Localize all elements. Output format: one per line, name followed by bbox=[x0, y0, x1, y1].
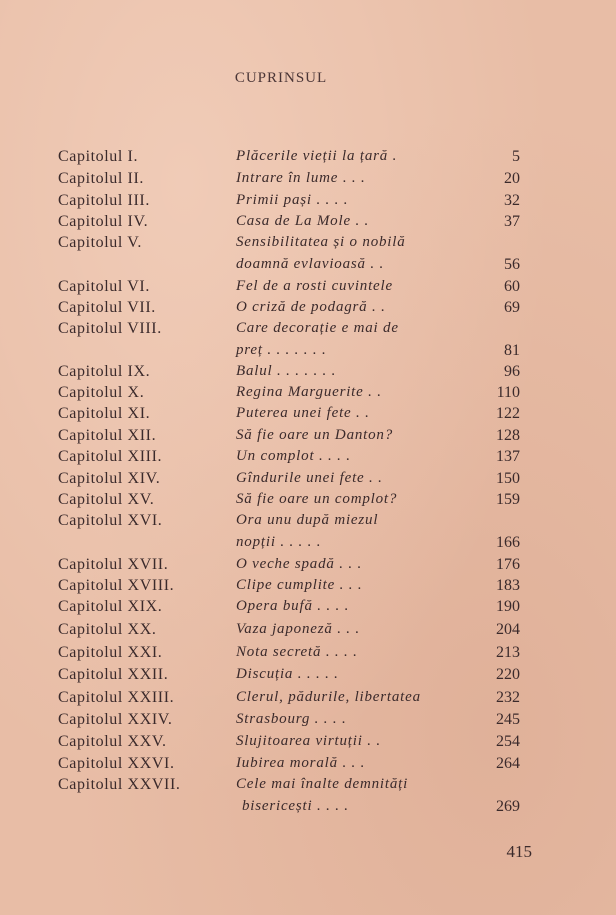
chapter-title: Balul . . . . . . . bbox=[236, 363, 337, 379]
page-ref: 20 bbox=[504, 170, 520, 187]
chapter-label: Capitolul III. bbox=[58, 192, 150, 209]
page-ref: 264 bbox=[496, 755, 520, 772]
toc-entry bbox=[0, 148, 616, 170]
chapter-title: Ora unu după miezul bbox=[236, 512, 379, 528]
toc-entry bbox=[0, 512, 616, 534]
toc-entry bbox=[0, 733, 616, 755]
toc-entry bbox=[0, 405, 616, 427]
chapter-title: Regina Marguerite . . bbox=[236, 384, 382, 400]
page-ref: 69 bbox=[504, 299, 520, 316]
page-ref: 122 bbox=[496, 405, 520, 422]
toc-entry bbox=[0, 644, 616, 666]
page-title: CUPRINSUL bbox=[234, 70, 328, 86]
chapter-label: Capitolul XIX. bbox=[58, 598, 163, 615]
chapter-title: Fel de a rosti cuvintele bbox=[236, 278, 393, 294]
toc-entry bbox=[0, 192, 616, 214]
toc-entry bbox=[0, 299, 616, 321]
chapter-label: Capitolul VI. bbox=[58, 278, 150, 295]
page-ref: 220 bbox=[496, 666, 520, 683]
toc-entry-continued bbox=[0, 798, 616, 820]
chapter-title: Plăcerile vieții la țară . bbox=[236, 148, 398, 164]
toc-entry-continued bbox=[0, 534, 616, 556]
chapter-title: Gîndurile unei fete . . bbox=[236, 470, 383, 486]
page-ref: 60 bbox=[504, 278, 520, 295]
toc-entry bbox=[0, 320, 616, 342]
chapter-title: Care decorație e mai de bbox=[236, 320, 399, 336]
page-ref: 32 bbox=[504, 192, 520, 209]
chapter-label: Capitolul XXIII. bbox=[58, 689, 175, 706]
toc-entry bbox=[0, 470, 616, 492]
page-ref: 269 bbox=[496, 798, 520, 815]
chapter-title: Puterea unei fete . . bbox=[236, 405, 370, 421]
chapter-label: Capitolul IV. bbox=[58, 213, 149, 230]
toc-entry bbox=[0, 689, 616, 711]
chapter-title-line2: doamnă evlavioasă . . bbox=[236, 256, 385, 272]
chapter-title: Casa de La Mole . . bbox=[236, 213, 370, 229]
page-ref: 96 bbox=[504, 363, 520, 380]
chapter-label: Capitolul I. bbox=[58, 148, 139, 165]
chapter-label: Capitolul IX. bbox=[58, 363, 151, 380]
chapter-label: Capitolul XXII. bbox=[58, 666, 169, 683]
chapter-title: Discuția . . . . . bbox=[236, 666, 339, 682]
toc-entry bbox=[0, 234, 616, 256]
chapter-title: Sensibilitatea și o nobilă bbox=[236, 234, 406, 250]
chapter-label: Capitolul XXVII. bbox=[58, 776, 181, 793]
chapter-title: Clerul, pădurile, libertatea bbox=[236, 689, 421, 705]
page-ref: 5 bbox=[512, 148, 520, 165]
page-ref: 159 bbox=[496, 491, 520, 508]
chapter-label: Capitolul XXVI. bbox=[58, 755, 175, 772]
chapter-label: Capitolul XIII. bbox=[58, 448, 163, 465]
chapter-title: Intrare în lume . . . bbox=[236, 170, 366, 186]
chapter-title: Să fie oare un complot? bbox=[236, 491, 398, 507]
chapter-title-line2: bisericești . . . . bbox=[242, 798, 349, 814]
chapter-label: Capitolul XVIII. bbox=[58, 577, 175, 594]
chapter-title: Să fie oare un Danton? bbox=[236, 427, 394, 443]
chapter-title: Nota secretă . . . . bbox=[236, 644, 358, 660]
toc-entry bbox=[0, 448, 616, 470]
page-ref: 245 bbox=[496, 711, 520, 728]
toc-entry bbox=[0, 755, 616, 777]
chapter-title: Un complot . . . . bbox=[236, 448, 351, 464]
chapter-label: Capitolul XIV. bbox=[58, 470, 161, 487]
chapter-title: Clipe cumplite . . . bbox=[236, 577, 363, 593]
page-ref: 166 bbox=[496, 534, 520, 551]
chapter-title: Cele mai înalte demnități bbox=[236, 776, 409, 792]
chapter-title-line2: nopții . . . . . bbox=[236, 534, 322, 550]
toc-entry bbox=[0, 278, 616, 300]
toc-entry bbox=[0, 621, 616, 643]
chapter-label: Capitolul X. bbox=[58, 384, 145, 401]
chapter-label: Capitolul XI. bbox=[58, 405, 151, 422]
chapter-label: Capitolul XXI. bbox=[58, 644, 163, 661]
toc-entry bbox=[0, 491, 616, 513]
page-ref: 232 bbox=[496, 689, 520, 706]
page-ref: 190 bbox=[496, 598, 520, 615]
chapter-label: Capitolul VIII. bbox=[58, 320, 162, 337]
page-ref: 81 bbox=[504, 342, 520, 359]
page-ref: 204 bbox=[496, 621, 520, 638]
toc-entry bbox=[0, 666, 616, 688]
toc-entry bbox=[0, 170, 616, 192]
toc-entry bbox=[0, 598, 616, 620]
page-ref: 37 bbox=[504, 213, 520, 230]
chapter-label: Capitolul XII. bbox=[58, 427, 157, 444]
page-ref: 128 bbox=[496, 427, 520, 444]
page-ref: 254 bbox=[496, 733, 520, 750]
page-ref: 176 bbox=[496, 556, 520, 573]
chapter-title: Iubirea morală . . . bbox=[236, 755, 366, 771]
chapter-title: Primii pași . . . . bbox=[236, 192, 349, 208]
page-ref: 213 bbox=[496, 644, 520, 661]
toc-entry bbox=[0, 577, 616, 599]
chapter-title: O criză de podagră . . bbox=[236, 299, 386, 315]
chapter-label: Capitolul XVI. bbox=[58, 512, 163, 529]
toc-entry bbox=[0, 427, 616, 449]
toc-entry-continued bbox=[0, 256, 616, 278]
toc-entry bbox=[0, 384, 616, 406]
toc-entry bbox=[0, 776, 616, 798]
chapter-title: Slujitoarea virtuții . . bbox=[236, 733, 381, 749]
chapter-title: Strasbourg . . . . bbox=[236, 711, 347, 727]
chapter-label: Capitolul XVII. bbox=[58, 556, 169, 573]
chapter-label: Capitolul XXV. bbox=[58, 733, 167, 750]
chapter-title: O veche spadă . . . bbox=[236, 556, 363, 572]
chapter-title-line2: preț . . . . . . . bbox=[236, 342, 327, 358]
chapter-title: Vaza japoneză . . . bbox=[236, 621, 360, 637]
chapter-label: Capitolul XX. bbox=[58, 621, 157, 638]
toc-entry bbox=[0, 363, 616, 385]
chapter-label: Capitolul VII. bbox=[58, 299, 156, 316]
chapter-label: Capitolul II. bbox=[58, 170, 145, 187]
chapter-label: Capitolul XXIV. bbox=[58, 711, 173, 728]
toc-entry bbox=[0, 556, 616, 578]
page-ref: 150 bbox=[496, 470, 520, 487]
page-ref: 56 bbox=[504, 256, 520, 273]
page-ref: 110 bbox=[496, 384, 520, 401]
chapter-label: Capitolul V. bbox=[58, 234, 142, 251]
page-number: 415 bbox=[506, 842, 532, 861]
chapter-title: Opera bufă . . . . bbox=[236, 598, 350, 614]
page-ref: 183 bbox=[496, 577, 520, 594]
toc-entry bbox=[0, 213, 616, 235]
page-ref: 137 bbox=[496, 448, 520, 465]
toc-entry-continued bbox=[0, 342, 616, 364]
toc-entry bbox=[0, 711, 616, 733]
chapter-label: Capitolul XV. bbox=[58, 491, 155, 508]
